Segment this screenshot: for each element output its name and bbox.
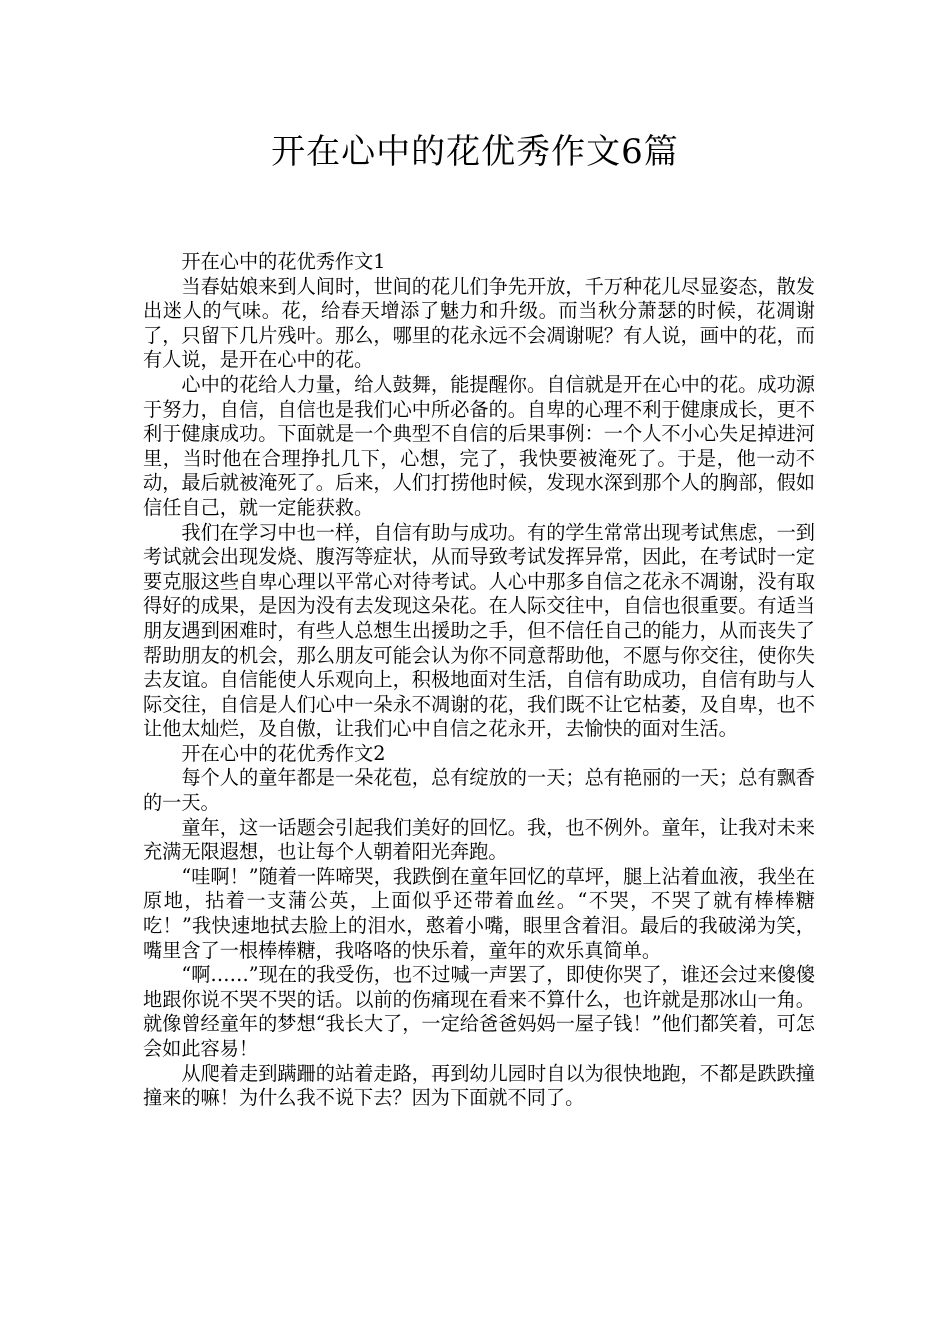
paragraph: “啊……”现在的我受伤，也不过喊一声罢了，即使你哭了，谁还会过来傻傻地跟你说不哭不哭的话。以前的伤痛现在看来不算什么，也许就是那冰山一角。就像曾经童年的梦想“我长大了，一定给爸爸妈妈一屋子钱！”他们都笑着，可怎会如此容易！ xyxy=(143,963,816,1060)
paragraph: 从爬着走到蹒跚的站着走路，再到幼儿园时自以为很快地跑，不都是跌跌撞撞来的嘛！为什么我不说下去？因为下面就不同了。 xyxy=(143,1061,815,1110)
paragraph: 童年，这一话题会引起我们美好的回忆。我，也不例外。童年，让我对未来充满无限遐想，也让每个人朝着阳光奔跑。 xyxy=(143,815,815,864)
paragraph: “哇啊！”随着一阵啼哭，我跌倒在童年回忆的草坪，腿上沾着血液，我坐在原地，拈着一支蒲公英，上面似乎还带着血丝。“不哭，不哭了就有棒棒糖吃！”我快速地拭去脸上的泪水，憨着小嘴，眼里含着泪。最后的我破涕为笑，嘴里含了一根棒棒糖，我咯咯的快乐着，童年的欢乐真简单。 xyxy=(143,864,816,962)
paragraph: 我们在学习中也一样，自信有助与成功。有的学生常常出现考试焦虑，一到考试就会出现发烧、腹泻等症状，从而导致考试发挥异常，因此，在考试时一定要克服这些自卑心理以平常心对待考试。人心中那多自信之花永不凋谢，没有取得好的成果，是因为没有去发现这朵花。在人际交往中，自信也很重要。有适当朋友遇到困难时，有些人总想生出援助之手，但不信任自己的能力，从而丧失了帮助朋友的机会，那么朋友可能会认为你不同意帮助他，不愿与你交往，使你失去友谊。自信能使人乐观向上，积极地面对生活，自信有助成功，自信有助与人际交往，自信是人们心中一朵永不凋谢的花，我们既不让它枯萎，及自卑，也不让他太灿烂，及自傲，让我们心中自信之花永开，去愉快的面对生活。 xyxy=(143,520,815,741)
section-heading-2: 开在心中的花优秀作文2 xyxy=(181,741,386,765)
paragraph: 每个人的童年都是一朵花苞，总有绽放的一天；总有艳丽的一天；总有飘香的一天。 xyxy=(143,766,815,815)
paragraph: 当春姑娘来到人间时，世间的花儿们争先开放，千万种花儿尽显姿态，散发出迷人的气味。花，给春天增添了魅力和升级。而当秋分萧瑟的时候，花凋谢了，只留下几片残叶。那么，哪里的花永远不会凋谢呢？有人说，画中的花，而有人说，是开在心中的花。 xyxy=(143,274,815,372)
section-heading-1: 开在心中的花优秀作文1 xyxy=(181,250,386,273)
document-title: 开在心中的花优秀作文6篇 xyxy=(271,132,679,172)
paragraph: 心中的花给人力量，给人鼓舞，能提醒你。自信就是开在心中的花。成功源于努力，自信，自信也是我们心中所必备的。自卑的心理不利于健康成长，更不利于健康成功。下面就是一个典型不自信的后果事例：一个人不小心失足掉进河里，当时他在合理挣扎几下，心想，完了，我快要被淹死了。于是，他一动不动，最后就被淹死了。后来，人们打捞他时候，发现水深到那个人的胸部，假如信任自己，就一定能获救。 xyxy=(143,372,815,519)
document-body xyxy=(143,250,815,1111)
